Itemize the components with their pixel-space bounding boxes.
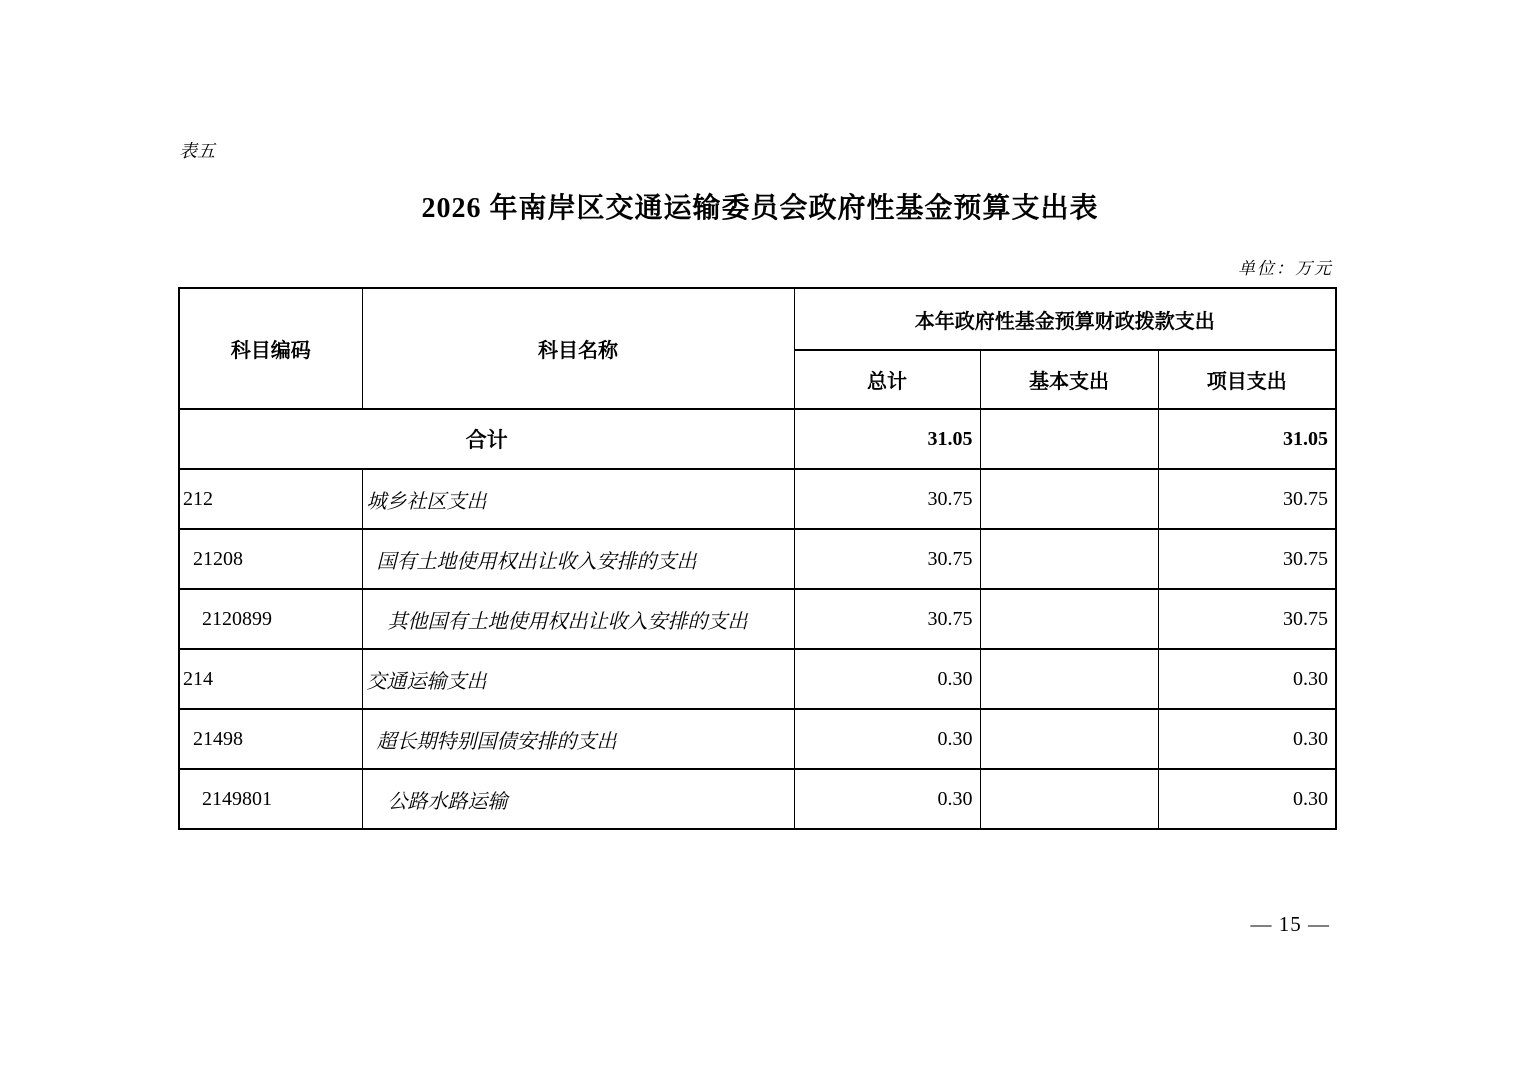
table-row-total bbox=[179, 409, 1336, 469]
col-header-subject-name: 科目名称 bbox=[362, 288, 794, 409]
table-row bbox=[179, 589, 1336, 649]
total-value: 0.30 bbox=[794, 769, 980, 829]
table-row bbox=[179, 649, 1336, 709]
project-value: 30.75 bbox=[1158, 589, 1336, 649]
project-value: 0.30 bbox=[1158, 649, 1336, 709]
basic-value bbox=[980, 649, 1158, 709]
subject-name: 交通运输支出 bbox=[362, 649, 794, 709]
total-value: 0.30 bbox=[794, 709, 980, 769]
subject-code: 21498 bbox=[179, 709, 362, 769]
subject-name: 其他国有土地使用权出让收入安排的支出 bbox=[362, 589, 794, 649]
table-row bbox=[179, 529, 1336, 589]
subject-code: 21208 bbox=[179, 529, 362, 589]
subject-name: 超长期特别国债安排的支出 bbox=[362, 709, 794, 769]
project-value: 30.75 bbox=[1158, 529, 1336, 589]
subject-code: 2149801 bbox=[179, 769, 362, 829]
subject-code: 214 bbox=[179, 649, 362, 709]
project-value: 30.75 bbox=[1158, 469, 1336, 529]
budget-expenditure-table bbox=[178, 287, 1337, 830]
col-header-total: 总计 bbox=[794, 350, 980, 409]
subject-name: 国有土地使用权出让收入安排的支出 bbox=[362, 529, 794, 589]
total-value: 30.75 bbox=[794, 469, 980, 529]
col-header-subject-code: 科目编码 bbox=[179, 288, 362, 409]
table-row bbox=[179, 769, 1336, 829]
subject-code: 212 bbox=[179, 469, 362, 529]
basic-value bbox=[980, 709, 1158, 769]
subject-name: 城乡社区支出 bbox=[362, 469, 794, 529]
subject-code: 2120899 bbox=[179, 589, 362, 649]
page-title: 2026 年南岸区交通运输委员会政府性基金预算支出表 bbox=[421, 193, 1099, 224]
header-row-1 bbox=[179, 288, 1336, 350]
total-row-total-value: 31.05 bbox=[794, 409, 980, 469]
total-row-label: 合计 bbox=[179, 409, 794, 469]
page-number: — 15 — bbox=[1250, 912, 1330, 936]
table-row bbox=[179, 469, 1336, 529]
project-value: 0.30 bbox=[1158, 769, 1336, 829]
total-value: 30.75 bbox=[794, 529, 980, 589]
col-header-project-expenditure: 项目支出 bbox=[1158, 350, 1336, 409]
unit-note: 单位：万元 bbox=[1238, 259, 1333, 278]
col-header-basic-expenditure: 基本支出 bbox=[980, 350, 1158, 409]
total-value: 0.30 bbox=[794, 649, 980, 709]
total-row-basic-value bbox=[980, 409, 1158, 469]
col-header-fund-group: 本年政府性基金预算财政拨款支出 bbox=[794, 288, 1336, 350]
basic-value bbox=[980, 769, 1158, 829]
subject-name: 公路水路运输 bbox=[362, 769, 794, 829]
total-value: 30.75 bbox=[794, 589, 980, 649]
table-index-label: 表五 bbox=[179, 141, 215, 161]
project-value: 0.30 bbox=[1158, 709, 1336, 769]
table-row bbox=[179, 709, 1336, 769]
basic-value bbox=[980, 529, 1158, 589]
total-row-project-value: 31.05 bbox=[1158, 409, 1336, 469]
basic-value bbox=[980, 469, 1158, 529]
basic-value bbox=[980, 589, 1158, 649]
